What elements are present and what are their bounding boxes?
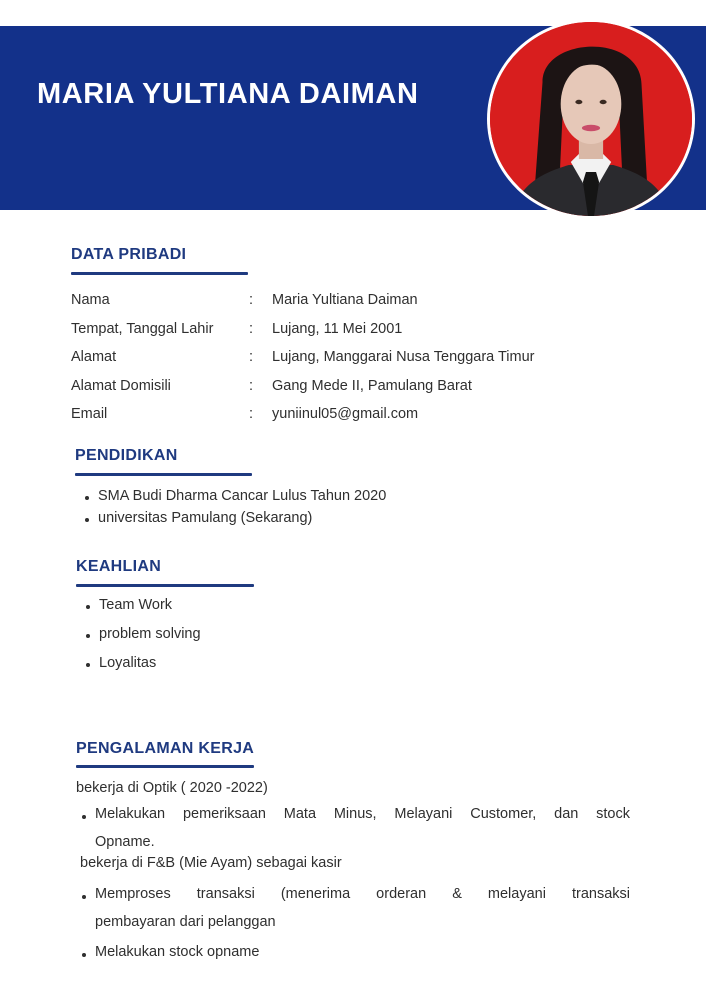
- section-heading-data-pribadi: DATA PRIBADI: [71, 246, 187, 263]
- skill-item: Loyalitas: [99, 655, 157, 671]
- job-duty-line: Melakukan pemeriksaan Mata Minus, Melayani Customer, dan stock: [95, 806, 630, 822]
- bullet-icon: [85, 496, 89, 500]
- skill-item: problem solving: [99, 626, 201, 642]
- info-value: Lujang, Manggarai Nusa Tenggara Timur: [272, 349, 535, 365]
- section-heading-pengalaman-kerja: PENGALAMAN KERJA: [76, 740, 255, 757]
- bullet-icon: [85, 518, 89, 522]
- info-value: Lujang, 11 Mei 2001: [272, 321, 403, 337]
- info-colon: :: [249, 321, 254, 337]
- education-item: SMA Budi Dharma Cancar Lulus Tahun 2020: [98, 488, 387, 504]
- job-duty-item: [95, 938, 630, 966]
- info-colon: :: [249, 378, 254, 394]
- section-underline: [76, 584, 254, 587]
- info-label: Alamat: [71, 349, 117, 365]
- info-value: Maria Yultiana Daiman: [272, 292, 418, 308]
- profile-photo: [490, 22, 692, 216]
- bullet-icon: [82, 895, 86, 899]
- bullet-icon: [82, 953, 86, 957]
- job-duty-line: pembayaran dari pelanggan: [95, 914, 276, 930]
- bullet-icon: [86, 663, 90, 667]
- section-heading-keahlian: KEAHLIAN: [76, 558, 162, 575]
- job-title: bekerja di F&B (Mie Ayam) sebagai kasir: [80, 855, 342, 871]
- bullet-icon: [82, 815, 86, 819]
- info-label: Tempat, Tanggal Lahir: [71, 321, 214, 337]
- profile-photo-frame: [487, 19, 695, 219]
- portrait-illustration-icon: [490, 22, 692, 216]
- bullet-icon: [86, 605, 90, 609]
- info-label: Email: [71, 406, 108, 422]
- info-colon: :: [249, 406, 254, 422]
- info-colon: :: [249, 349, 254, 365]
- email-value: yuniinul05@gmail.com: [272, 406, 419, 422]
- job-duty-item: [95, 800, 630, 856]
- section-underline: [75, 473, 252, 476]
- section-underline: [71, 272, 248, 275]
- info-value: Gang Mede II, Pamulang Barat: [272, 378, 472, 394]
- skill-item: Team Work: [99, 597, 173, 613]
- job-title: bekerja di Optik ( 2020 -2022): [76, 780, 268, 796]
- info-label: Alamat Domisili: [71, 378, 171, 394]
- info-label: Nama: [71, 292, 110, 308]
- education-item: universitas Pamulang (Sekarang): [98, 510, 313, 526]
- job-duty-line: Melakukan stock opname: [95, 944, 260, 960]
- info-colon: :: [249, 292, 254, 308]
- job-duty-line: Opname.: [95, 834, 155, 850]
- job-duty-line: Memproses transaksi (menerima orderan & melayani transaksi: [95, 886, 630, 902]
- bullet-icon: [86, 634, 90, 638]
- candidate-name: MARIA YULTIANA DAIMAN: [37, 78, 419, 110]
- section-heading-pendidikan: PENDIDIKAN: [75, 447, 178, 464]
- job-duty-item: [95, 880, 630, 936]
- section-underline: [76, 765, 254, 768]
